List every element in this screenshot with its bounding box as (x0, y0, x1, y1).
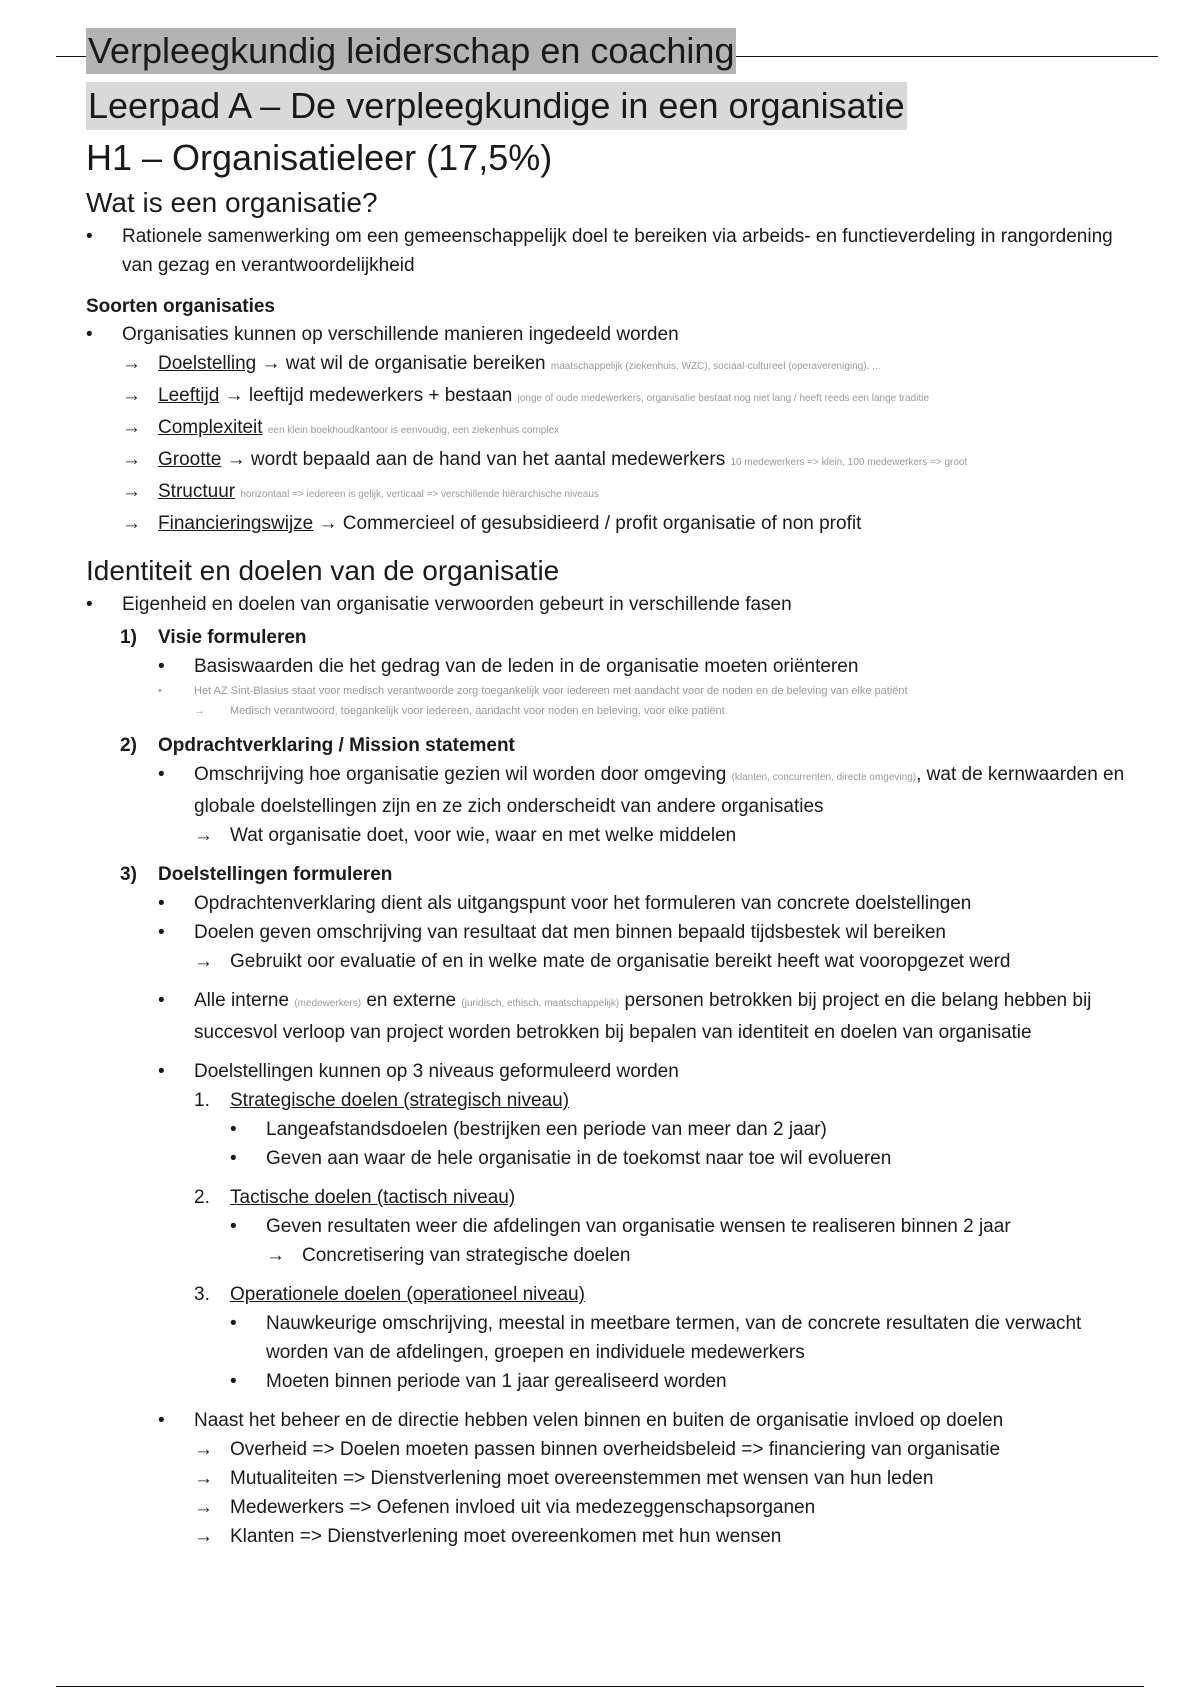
arrow-right-icon: → (266, 1245, 285, 1266)
course-title: Verpleegkundig leiderschap en coaching (86, 28, 736, 74)
influence-item: → Medewerkers => Oefenen invloed uit via medezeggenschapsorganen (86, 1493, 1146, 1522)
phase-vision: 1) Visie formuleren (120, 627, 307, 648)
section-heading-what: Wat is een organisatie? (86, 187, 378, 218)
section-heading-identity: Identiteit en doelen van de organisatie (86, 555, 560, 586)
side-note: een klein boekhoudkantoor is eenvoudig, een ziekenhuis complex (267, 425, 560, 436)
arrow-right-icon: → (122, 353, 141, 374)
strategic-point: • Geven aan waar de hele organisatie in de toekomst naar toe wil evolueren (86, 1144, 1146, 1173)
arrow-right-icon: → (122, 513, 141, 534)
arrow-right-icon: → (194, 1439, 213, 1460)
level-tactical: 2. Tactische doelen (tactisch niveau) (194, 1187, 516, 1208)
side-note: (klanten, concurrenten, directe omgeving) (731, 772, 917, 783)
goals-arrow: → Gebruikt oor evaluatie of en in welke mate de organisatie bereikt heeft wat vooropgezet werd (86, 947, 1146, 976)
type-item: → Financieringswijze → Commercieel of gesubsidieerd / profit organisatie of non profit (86, 509, 1146, 538)
type-item: → Leeftijd → leeftijd medewerkers + bestaan jonge of oude medewerkers, organisatie bestaat nog niet lang / heeft reeds een lange traditie (86, 381, 1146, 413)
type-item: → Doelstelling → wat wil de organisatie bereiken maatschappelijk (ziekenhuis, WZC), sociaal-cultureel (operavereniging), ... (86, 349, 1146, 381)
goals-point: • Opdrachtenverklaring dient als uitgangspunt voor het formuleren van concrete doelstellingen (86, 889, 1146, 918)
side-note: (juridisch, ethisch, maatschappelijk) (461, 998, 620, 1009)
tactical-arrow: → Concretisering van strategische doelen (86, 1241, 1146, 1270)
definition-bullet: • Rationele samenwerking om een gemeenschappelijk doel te bereiken via arbeids- en functieverdeling in rangordening van gezag en verantwoordelijkheid (86, 222, 1146, 280)
type-item: → Grootte → wordt bepaald aan de hand van het aantal medewerkers 10 medewerkers => klein, 100 medewerkers => groot (86, 445, 1146, 477)
types-heading: Soorten organisaties (86, 296, 275, 317)
learning-path-row (86, 78, 1146, 130)
mission-arrow: → Wat organisatie doet, voor wie, waar en met welke middelen (86, 821, 1146, 850)
mission-point: • Omschrijving hoe organisatie gezien wil worden door omgeving (klanten, concurrenten, directe omgeving), wat de kernwaarden en globale doelstellingen zijn en ze zich onderscheidt van andere organisaties (86, 760, 1146, 821)
learning-path-heading: Leerpad A – De verpleegkundige in een organisatie (86, 82, 907, 130)
influence-intro: • Naast het beheer en de directie hebben velen binnen en buiten de organisatie invloed op doelen (86, 1406, 1146, 1435)
arrow-right-icon: → (194, 1497, 213, 1518)
goals-point: • Doelen geven omschrijving van resultaat dat men binnen bepaald tijdsbestek wil bereiken (86, 918, 1146, 947)
strategic-point: • Langeafstandsdoelen (bestrijken een periode van meer dan 2 jaar) (86, 1115, 1146, 1144)
arrow-right-icon: → (194, 1526, 213, 1547)
side-note: maatschappelijk (ziekenhuis, WZC), sociaal-cultureel (operavereniging), ... (550, 361, 881, 372)
phase-goals: 3) Doelstellingen formuleren (120, 864, 393, 885)
vision-point: • Basiswaarden die het gedrag van de leden in de organisatie moeten oriënteren (86, 652, 1146, 681)
level-strategic: 1. Strategische doelen (strategisch niveau) (194, 1090, 570, 1111)
chapter-heading: H1 – Organisatieleer (17,5%) (86, 137, 553, 178)
document-page (86, 28, 1146, 1551)
phase-mission: 2) Opdrachtverklaring / Mission statement (120, 735, 515, 756)
identity-intro-bullet: • Eigenheid en doelen van organisatie verwoorden gebeurt in verschillende fasen (86, 590, 1146, 619)
arrow-right-icon: → (194, 951, 213, 972)
influence-item: → Klanten => Dienstverlening moet overeenkomen met hun wensen (86, 1522, 1146, 1551)
stakeholders-point: • Alle interne (medewerkers) en externe (juridisch, ethisch, maatschappelijk) personen betrokken bij project en die belang hebben bij succesvol verloop van project worden betrokken bij bepalen van identiteit en doelen van organisatie (86, 986, 1146, 1047)
type-item: → Complexiteit een klein boekhoudkantoor is eenvoudig, een ziekenhuis complex (86, 413, 1146, 445)
title-row (86, 28, 1146, 78)
arrow-right-icon: → (194, 825, 213, 846)
arrow-right-icon: → (122, 385, 141, 406)
side-note: horizontaal => iedereen is gelijk, verticaal => verschillende hiërarchische niveaus (240, 489, 599, 500)
influence-item: → Mutualiteiten => Dienstverlening moet overeenstemmen met wensen van hun leden (86, 1464, 1146, 1493)
vision-example: • Het AZ Sint-Blasius staat voor medisch verantwoorde zorg toegankelijk voor iedereen met aandacht voor de noden en de beleving van elke patiënt (86, 681, 1146, 701)
arrow-right-icon: → (122, 449, 141, 470)
types-intro-bullet: • Organisaties kunnen op verschillende manieren ingedeeld worden (86, 320, 1146, 349)
side-note: (medewerkers) (294, 998, 362, 1009)
levels-intro: • Doelstellingen kunnen op 3 niveaus geformuleerd worden (86, 1057, 1146, 1086)
arrow-right-icon: → (122, 481, 141, 502)
side-note: 10 medewerkers => klein, 100 medewerkers => groot (730, 457, 968, 468)
operational-point: • Moeten binnen periode van 1 jaar gerealiseerd worden (86, 1367, 1146, 1396)
vision-example-summary: → Medisch verantwoord, toegankelijk voor iedereen, aandacht voor noden en beleving, voor elke patiënt (86, 701, 1146, 721)
tactical-point: • Geven resultaten weer die afdelingen van organisatie wensen te realiseren binnen 2 jaar (86, 1212, 1146, 1241)
footer-rule (56, 1686, 1144, 1687)
influence-item: → Overheid => Doelen moeten passen binnen overheidsbeleid => financiering van organisatie (86, 1435, 1146, 1464)
operational-point: • Nauwkeurige omschrijving, meestal in meetbare termen, van de concrete resultaten die verwacht worden van de afdelingen, groepen en individuele medewerkers (86, 1309, 1146, 1367)
arrow-right-icon: → (194, 705, 205, 717)
side-note: jonge of oude medewerkers, organisatie bestaat nog niet lang / heeft reeds een lange traditie (517, 393, 930, 404)
type-item: → Structuur horizontaal => iedereen is gelijk, verticaal => verschillende hiërarchische niveaus (86, 477, 1146, 509)
arrow-right-icon: → (122, 417, 141, 438)
arrow-right-icon: → (194, 1468, 213, 1489)
level-operational: 3. Operationele doelen (operationeel niveau) (194, 1284, 585, 1305)
